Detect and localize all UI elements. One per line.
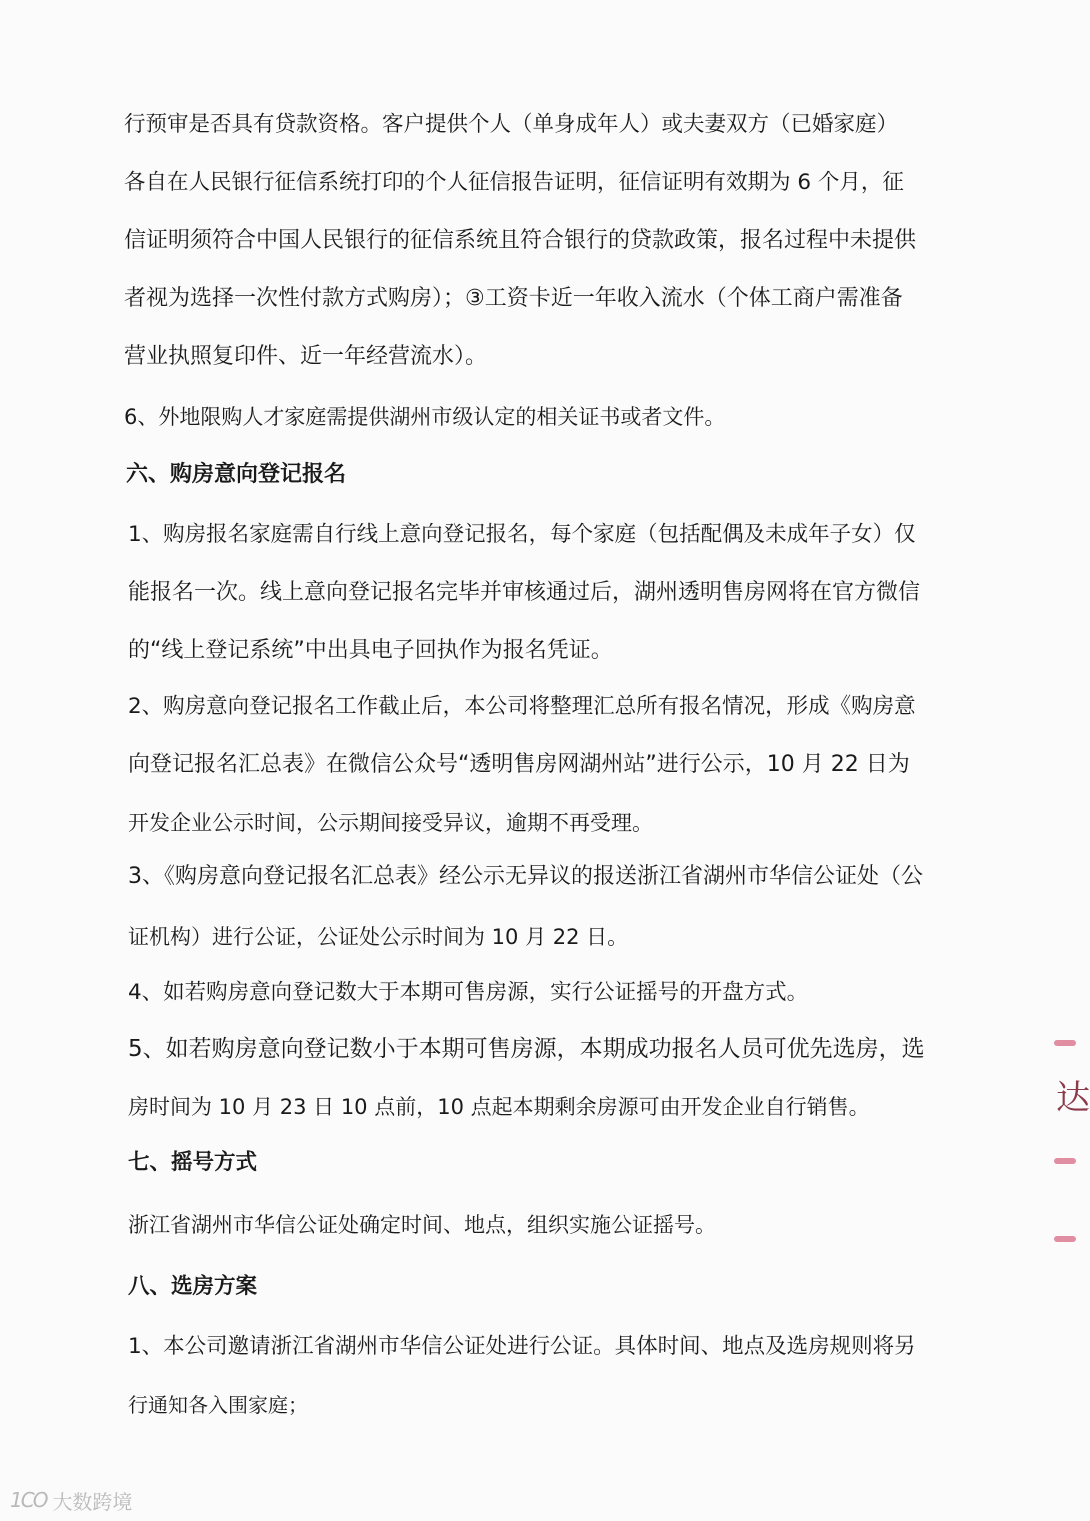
text-line: 3、《购房意向登记报名汇总表》经公示无异议的报送浙江省湖州市华信公证处（公: [128, 864, 923, 889]
section-heading: 六、购房意向登记报名: [126, 462, 347, 487]
text-line: 能报名一次。线上意向登记报名完毕并审核通过后，湖州透明售房网将在官方微信: [128, 580, 921, 605]
watermark-text: 大数跨境: [52, 1489, 133, 1514]
text-line: 者视为选择一次性付款方式购房）；③工资卡近一年收入流水（个体工商户需准备: [124, 286, 903, 311]
text-line: 证机构）进行公证，公证处公示时间为 10 月 22 日。: [128, 925, 629, 949]
stamp-fragment: [1046, 1040, 1090, 1280]
stamp-mark: [1054, 1040, 1076, 1046]
stamp-mark: [1054, 1236, 1076, 1242]
stamp-mark: [1054, 1158, 1076, 1164]
stamp-text: 达: [1056, 1078, 1090, 1118]
text-line: 1、本公司邀请浙江省湖州市华信公证处进行公证。具体时间、地点及选房规则将另: [128, 1334, 916, 1359]
text-line: 6、外地限购人才家庭需提供湖州市级认定的相关证书或者文件。: [124, 405, 726, 429]
text-line: 2、购房意向登记报名工作截止后，本公司将整理汇总所有报名情况，形成《购房意: [128, 694, 916, 719]
watermark-logo-icon: 1CO: [10, 1488, 47, 1512]
text-line: 的“线上登记系统”中出具电子回执作为报名凭证。: [128, 638, 613, 663]
text-line: 开发企业公示时间，公示期间接受异议，逾期不再受理。: [128, 811, 653, 835]
text-line: 信证明须符合中国人民银行的征信系统且符合银行的贷款政策，报名过程中未提供: [124, 228, 917, 253]
text-line: 行通知各入围家庭；: [128, 1393, 308, 1417]
watermark: [10, 1485, 132, 1515]
text-line: 5、如若购房意向登记数小于本期可售房源，本期成功报名人员可优先选房，选: [128, 1036, 925, 1062]
text-line: 向登记报名汇总表》在微信公众号“透明售房网湖州站”进行公示，10 月 22 日为: [128, 752, 910, 777]
text-line: 行预审是否具有贷款资格。客户提供个人（单身成年人）或夫妻双方（已婚家庭）: [124, 112, 899, 137]
text-line: 营业执照复印件、近一年经营流水）。: [124, 344, 488, 369]
text-line: 房时间为 10 月 23 日 10 点前，10 点起本期剩余房源可由开发企业自行销售。: [128, 1095, 870, 1119]
text-line: 4、如若购房意向登记数大于本期可售房源，实行公证摇号的开盘方式。: [128, 980, 809, 1005]
text-line: 各自在人民银行征信系统打印的个人征信报告证明，征信证明有效期为 6 个月，征: [124, 170, 904, 195]
section-heading: 七、摇号方式: [128, 1150, 258, 1175]
section-heading: 八、选房方案: [128, 1274, 258, 1299]
text-line: 浙江省湖州市华信公证处确定时间、地点，组织实施公证摇号。: [128, 1213, 716, 1237]
text-line: 1、购房报名家庭需自行线上意向登记报名，每个家庭（包括配偶及未成年子女）仅: [128, 522, 916, 547]
